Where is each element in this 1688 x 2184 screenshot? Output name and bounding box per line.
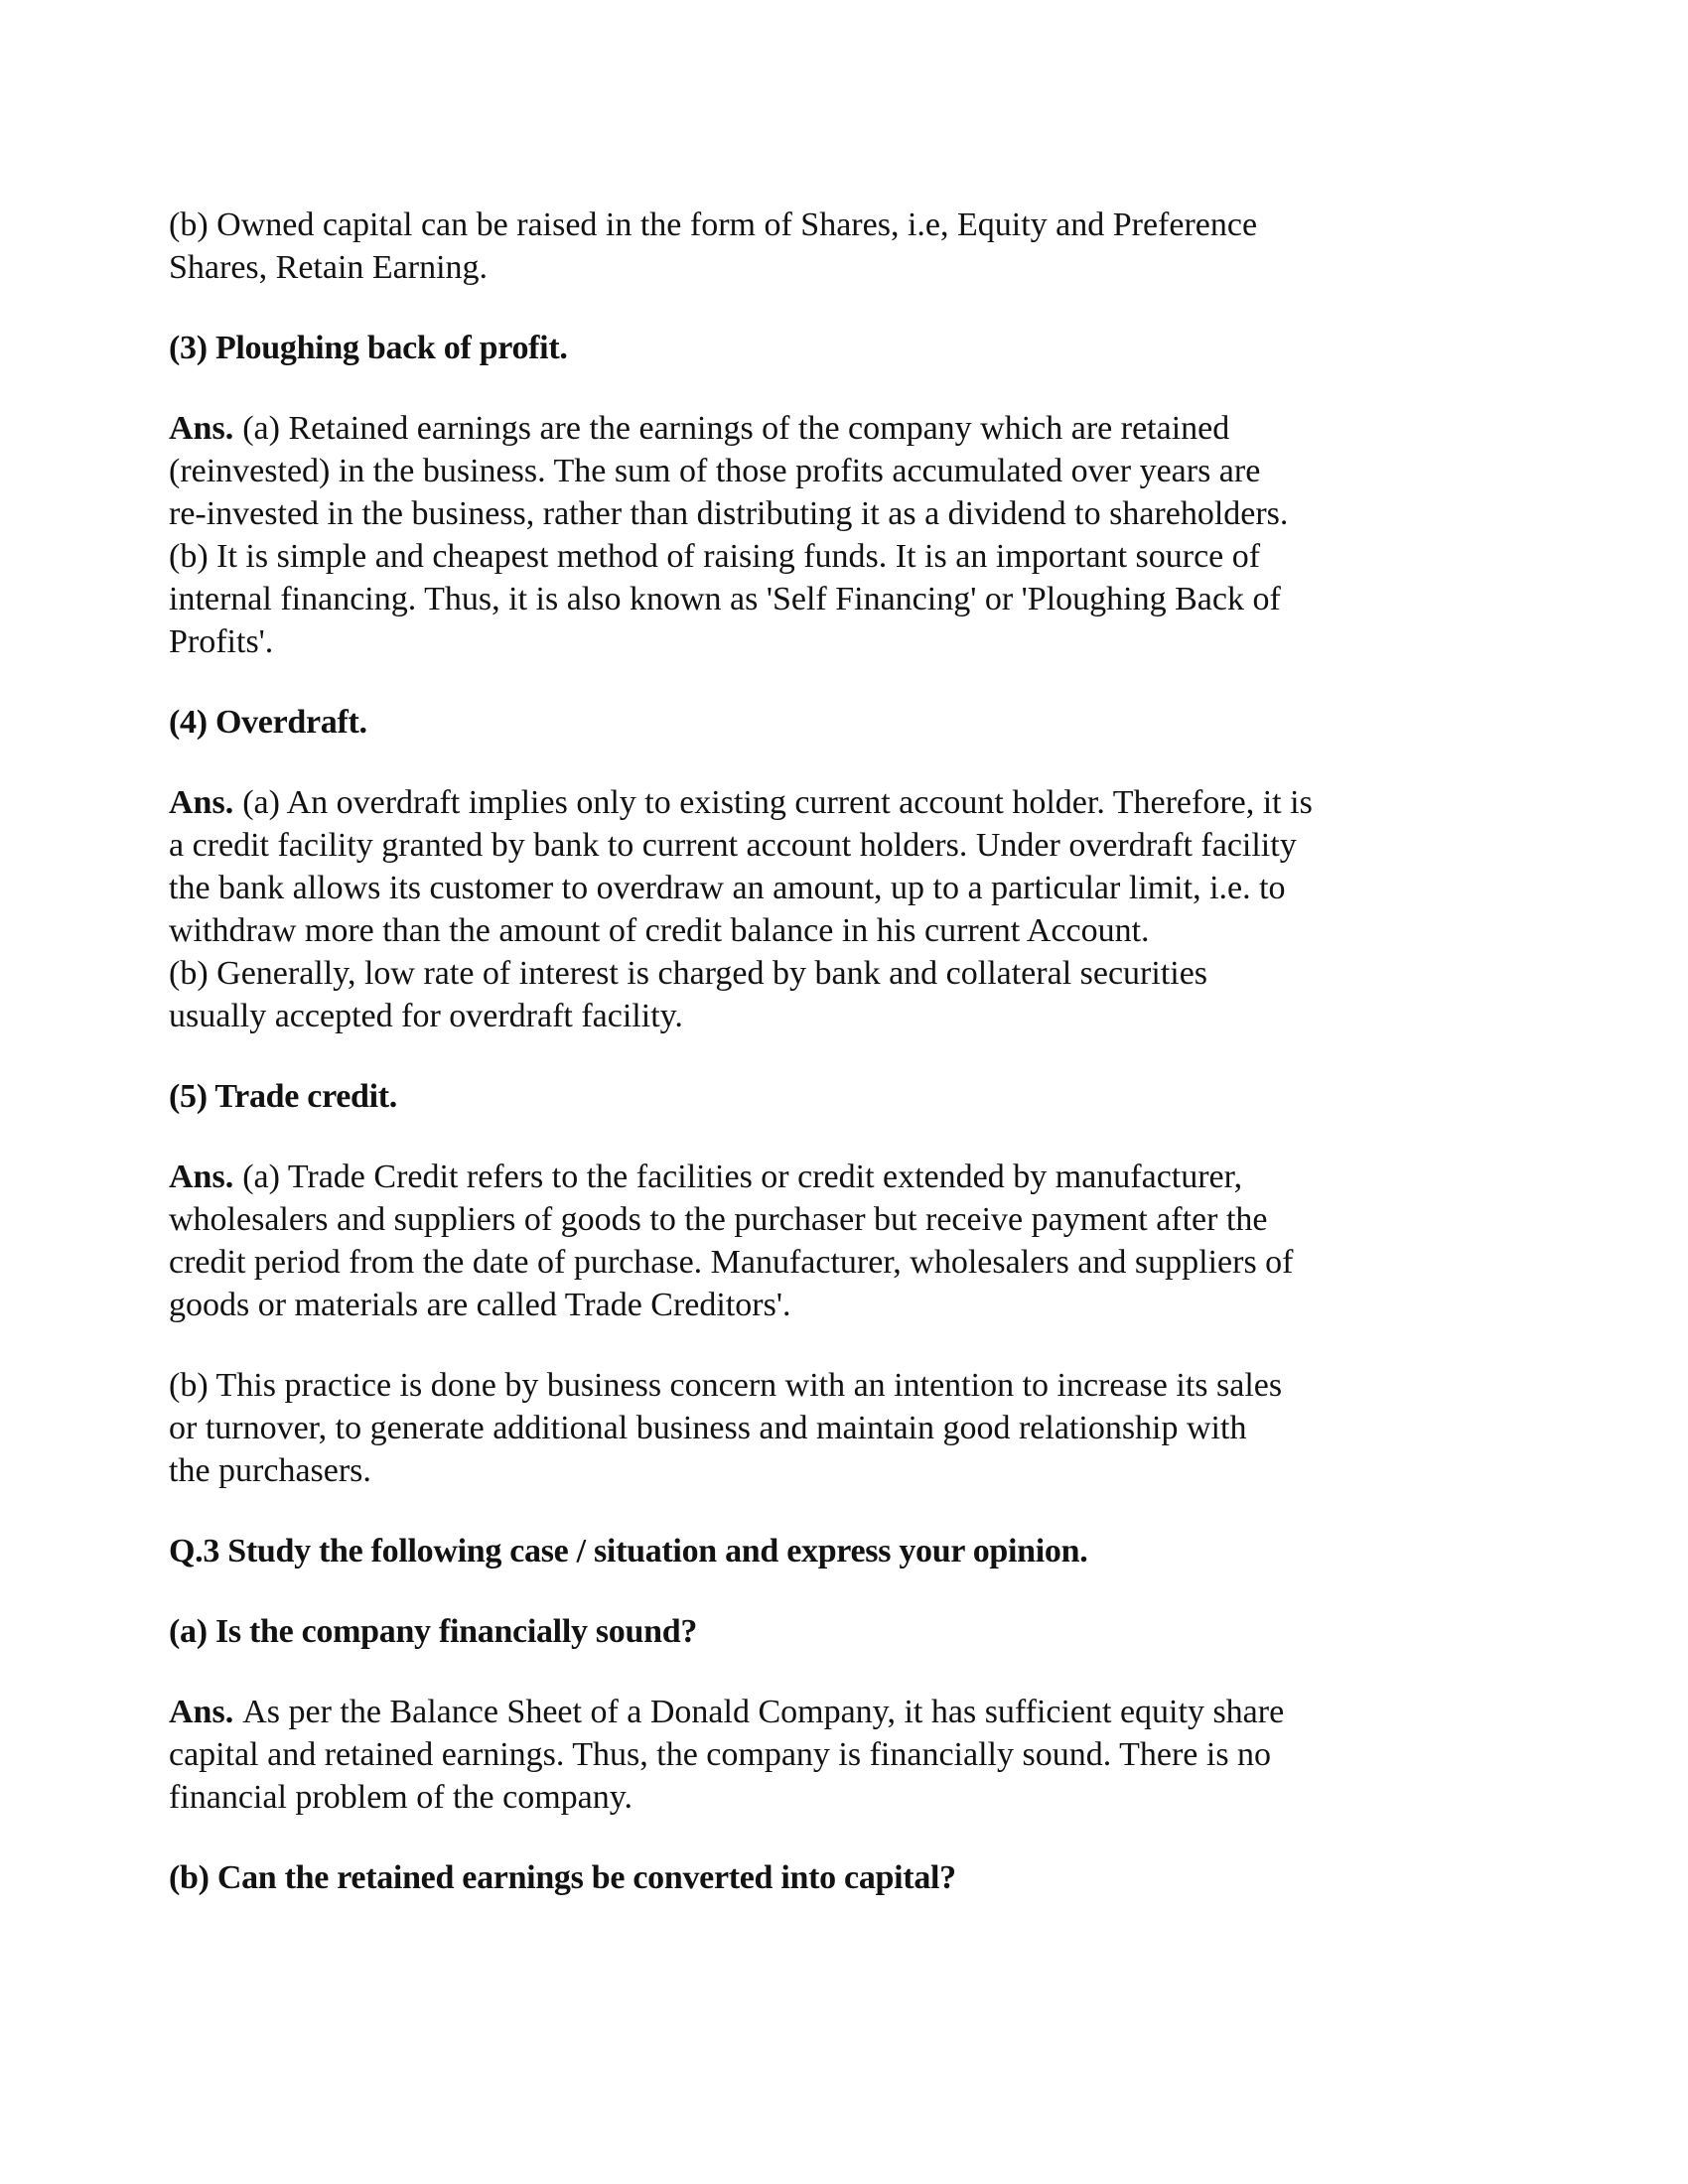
- paragraph: [169, 204, 1470, 289]
- text-line: [169, 781, 1470, 824]
- text-line: (reinvested) in the business. The sum of those profits accumulated over years are: [169, 453, 1261, 489]
- text-line: (b) Generally, low rate of interest is charged by bank and collateral securities: [169, 955, 1208, 992]
- answer-label: Ans.: [169, 1159, 234, 1195]
- section-heading: [169, 327, 1470, 369]
- text-line: the bank allows its customer to overdraw an amount, up to a particular limit, i.e. to: [169, 870, 1286, 906]
- text-line: re-invested in the business, rather than distributing it as a dividend to shareholders.: [169, 495, 1289, 532]
- text-line: (b) Owned capital can be raised in the form of Shares, i.e, Equity and Preference: [169, 206, 1258, 243]
- heading-text: (5) Trade credit.: [169, 1078, 398, 1115]
- answer-first-line-text: (a) Trade Credit refers to the facilities or credit extended by manufacturer,: [242, 1159, 1243, 1195]
- section-heading: [169, 1530, 1470, 1572]
- text-line: capital and retained earnings. Thus, the company is financially sound. There is no: [169, 1736, 1272, 1773]
- answer-label: Ans.: [169, 410, 234, 447]
- answer-first-line-text: As per the Balance Sheet of a Donald Company, it has sufficient equity share: [242, 1694, 1285, 1730]
- section-heading: [169, 701, 1470, 744]
- document-content: [169, 204, 1470, 1899]
- text-line: [169, 1691, 1470, 1733]
- answer-label: Ans.: [169, 784, 234, 821]
- text-line: Profits'.: [169, 623, 274, 660]
- text-line: a credit facility granted by bank to current account holders. Under overdraft facility: [169, 827, 1297, 864]
- text-line: Shares, Retain Earning.: [169, 249, 489, 286]
- answer-paragraph: [169, 1691, 1470, 1819]
- answer-first-line-text: (a) Retained earnings are the earnings of the company which are retained: [242, 410, 1230, 447]
- heading-text: (b) Can the retained earnings be converted into capital?: [169, 1859, 956, 1896]
- answer-paragraph: [169, 781, 1470, 1037]
- answer-paragraph: [169, 407, 1470, 663]
- text-line: the purchasers.: [169, 1452, 371, 1489]
- section-heading: [169, 1610, 1470, 1653]
- text-line: [169, 407, 1470, 450]
- text-line: financial problem of the company.: [169, 1779, 633, 1816]
- answer-paragraph: [169, 1156, 1470, 1326]
- text-line: (b) This practice is done by business concern with an intention to increase its sales: [169, 1367, 1283, 1404]
- text-line: withdraw more than the amount of credit balance in his current Account.: [169, 912, 1150, 949]
- text-line: usually accepted for overdraft facility.: [169, 998, 683, 1034]
- text-line: (b) It is simple and cheapest method of raising funds. It is an important source of: [169, 538, 1261, 575]
- section-heading: [169, 1075, 1470, 1118]
- answer-first-line-text: (a) An overdraft implies only to existing current account holder. Therefore, it is: [242, 784, 1313, 821]
- heading-text: (3) Ploughing back of profit.: [169, 330, 568, 366]
- answer-label: Ans.: [169, 1694, 234, 1730]
- text-line: wholesalers and suppliers of goods to the purchaser but receive payment after the: [169, 1201, 1268, 1238]
- heading-text: (a) Is the company financially sound?: [169, 1613, 698, 1650]
- paragraph: [169, 1364, 1470, 1492]
- text-line: credit period from the date of purchase. Manufacturer, wholesalers and suppliers of: [169, 1244, 1294, 1281]
- text-line: goods or materials are called Trade Creditors'.: [169, 1287, 791, 1323]
- text-line: internal financing. Thus, it is also known as 'Self Financing' or 'Ploughing Back of: [169, 581, 1281, 617]
- section-heading: [169, 1856, 1470, 1899]
- text-line: or turnover, to generate additional business and maintain good relationship with: [169, 1410, 1247, 1446]
- heading-text: (4) Overdraft.: [169, 704, 367, 741]
- text-line: [169, 1156, 1470, 1198]
- heading-text: Q.3 Study the following case / situation and express your opinion.: [169, 1533, 1088, 1570]
